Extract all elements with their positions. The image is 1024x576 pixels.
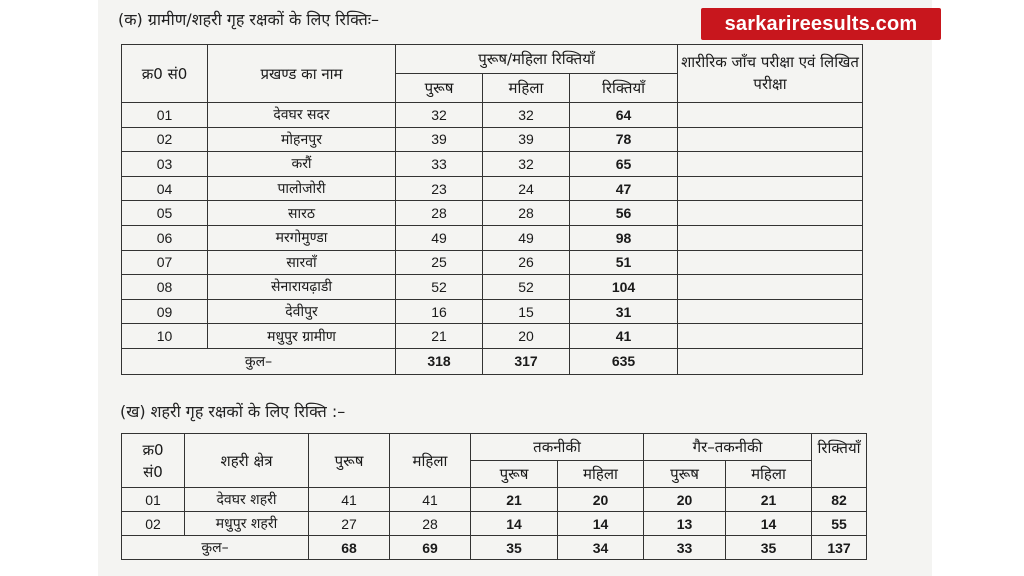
female-cell: 28 <box>483 201 570 226</box>
table-total-row <box>122 348 863 374</box>
vacancies-cell: 65 <box>570 152 678 177</box>
exam-cell <box>678 152 863 177</box>
table-row <box>122 225 863 250</box>
col-tech-female: महिला <box>558 461 644 488</box>
male-cell: 16 <box>396 299 483 324</box>
serial-cell: 01 <box>122 103 208 128</box>
table-row <box>122 103 863 128</box>
female-cell: 32 <box>483 152 570 177</box>
table-row <box>122 488 867 512</box>
total-exam-cell <box>678 348 863 374</box>
block-name-cell: मरगोमुण्डा <box>208 225 396 250</box>
table-row <box>122 512 867 536</box>
serial-cell: 09 <box>122 299 208 324</box>
col-vacancies-2: रिक्तियाँ <box>812 434 867 488</box>
tech-male-cell: 21 <box>471 488 558 512</box>
vacancies-cell: 31 <box>570 299 678 324</box>
col-vacancy-group: पुरूष/महिला रिक्तियाँ <box>396 45 678 74</box>
col-serial-line1: क्र0 <box>142 440 164 459</box>
block-name-cell: पालोजोरी <box>208 176 396 201</box>
col-block-name: प्रखण्ड का नाम <box>208 45 396 103</box>
col-male-2: पुरूष <box>309 434 390 488</box>
block-name-cell: मधुपुर ग्रामीण <box>208 324 396 349</box>
serial-cell: 10 <box>122 324 208 349</box>
vacancies-cell: 78 <box>570 127 678 152</box>
male-cell: 52 <box>396 275 483 300</box>
vacancies-cell: 82 <box>812 488 867 512</box>
col-female-2: महिला <box>390 434 471 488</box>
exam-cell <box>678 299 863 324</box>
col-non-technical: गैर–तकनीकी <box>644 434 812 461</box>
male-cell: 49 <box>396 225 483 250</box>
table-row <box>122 324 863 349</box>
female-cell: 15 <box>483 299 570 324</box>
table-row <box>122 201 863 226</box>
col-serial-2 <box>122 434 185 488</box>
exam-cell <box>678 176 863 201</box>
serial-cell: 04 <box>122 176 208 201</box>
table-row <box>122 152 863 177</box>
male-cell: 39 <box>396 127 483 152</box>
serial-cell: 02 <box>122 512 185 536</box>
urban-vacancy-table <box>121 433 867 560</box>
table-row <box>122 275 863 300</box>
col-serial: क्र0 सं0 <box>122 45 208 103</box>
total-label: कुल– <box>122 348 396 374</box>
block-name-cell: देवीपुर <box>208 299 396 324</box>
male-cell: 28 <box>396 201 483 226</box>
total-nontech-female: 35 <box>726 536 812 560</box>
col-male: पुरूष <box>396 74 483 103</box>
female-cell: 49 <box>483 225 570 250</box>
urban-area-cell: देवघर शहरी <box>185 488 309 512</box>
nontech-female-cell: 14 <box>726 512 812 536</box>
total-vacancies-2: 137 <box>812 536 867 560</box>
table-row <box>122 127 863 152</box>
total-label-2: कुल– <box>122 536 309 560</box>
col-tech-male: पुरूष <box>471 461 558 488</box>
serial-cell: 06 <box>122 225 208 250</box>
male-cell: 33 <box>396 152 483 177</box>
female-cell: 52 <box>483 275 570 300</box>
male-cell: 41 <box>309 488 390 512</box>
tech-female-cell: 14 <box>558 512 644 536</box>
col-nontech-male: पुरूष <box>644 461 726 488</box>
exam-cell <box>678 127 863 152</box>
female-cell: 41 <box>390 488 471 512</box>
vacancies-cell: 104 <box>570 275 678 300</box>
block-name-cell: देवघर सदर <box>208 103 396 128</box>
vacancies-cell: 56 <box>570 201 678 226</box>
total-male: 318 <box>396 348 483 374</box>
serial-cell: 05 <box>122 201 208 226</box>
total-male-2: 68 <box>309 536 390 560</box>
female-cell: 39 <box>483 127 570 152</box>
male-cell: 25 <box>396 250 483 275</box>
exam-cell <box>678 275 863 300</box>
serial-cell: 01 <box>122 488 185 512</box>
col-serial-line2: सं0 <box>143 462 163 481</box>
tech-male-cell: 14 <box>471 512 558 536</box>
total-female: 317 <box>483 348 570 374</box>
col-urban-area: शहरी क्षेत्र <box>185 434 309 488</box>
male-cell: 21 <box>396 324 483 349</box>
exam-cell <box>678 201 863 226</box>
serial-cell: 08 <box>122 275 208 300</box>
section-b-heading: (ख) शहरी गृह रक्षकों के लिए रिक्ति :– <box>120 402 346 421</box>
block-name-cell: करौं <box>208 152 396 177</box>
total-vacancies: 635 <box>570 348 678 374</box>
female-cell: 32 <box>483 103 570 128</box>
tech-female-cell: 20 <box>558 488 644 512</box>
male-cell: 27 <box>309 512 390 536</box>
vacancies-cell: 47 <box>570 176 678 201</box>
col-nontech-female: महिला <box>726 461 812 488</box>
exam-cell <box>678 250 863 275</box>
total-nontech-male: 33 <box>644 536 726 560</box>
serial-cell: 07 <box>122 250 208 275</box>
block-name-cell: सारठ <box>208 201 396 226</box>
total-female-2: 69 <box>390 536 471 560</box>
serial-cell: 02 <box>122 127 208 152</box>
table-row <box>122 299 863 324</box>
table-total-row-2 <box>122 536 867 560</box>
female-cell: 24 <box>483 176 570 201</box>
vacancies-cell: 98 <box>570 225 678 250</box>
block-name-cell: सेनारायढ़ाडी <box>208 275 396 300</box>
exam-cell <box>678 103 863 128</box>
nontech-male-cell: 13 <box>644 512 726 536</box>
table-row <box>122 176 863 201</box>
urban-area-cell: मधुपुर शहरी <box>185 512 309 536</box>
female-cell: 28 <box>390 512 471 536</box>
nontech-female-cell: 21 <box>726 488 812 512</box>
male-cell: 32 <box>396 103 483 128</box>
vacancies-cell: 64 <box>570 103 678 128</box>
nontech-male-cell: 20 <box>644 488 726 512</box>
total-tech-male: 35 <box>471 536 558 560</box>
serial-cell: 03 <box>122 152 208 177</box>
exam-cell <box>678 225 863 250</box>
block-name-cell: मोहनपुर <box>208 127 396 152</box>
vacancies-cell: 51 <box>570 250 678 275</box>
col-exam: शारीरिक जाँच परीक्षा एवं लिखित परीक्षा <box>678 45 863 103</box>
vacancies-cell: 41 <box>570 324 678 349</box>
vacancies-cell: 55 <box>812 512 867 536</box>
table-row <box>122 250 863 275</box>
total-tech-female: 34 <box>558 536 644 560</box>
exam-cell <box>678 324 863 349</box>
col-female: महिला <box>483 74 570 103</box>
brand-watermark[interactable]: sarkarireesults.com <box>701 8 941 40</box>
col-technical: तकनीकी <box>471 434 644 461</box>
male-cell: 23 <box>396 176 483 201</box>
rural-urban-vacancy-table <box>121 44 863 375</box>
col-vacancies: रिक्तियाँ <box>570 74 678 103</box>
block-name-cell: सारवाँ <box>208 250 396 275</box>
female-cell: 20 <box>483 324 570 349</box>
section-a-heading: (क) ग्रामीण/शहरी गृह रक्षकों के लिए रिक्तिः– <box>118 10 380 29</box>
female-cell: 26 <box>483 250 570 275</box>
